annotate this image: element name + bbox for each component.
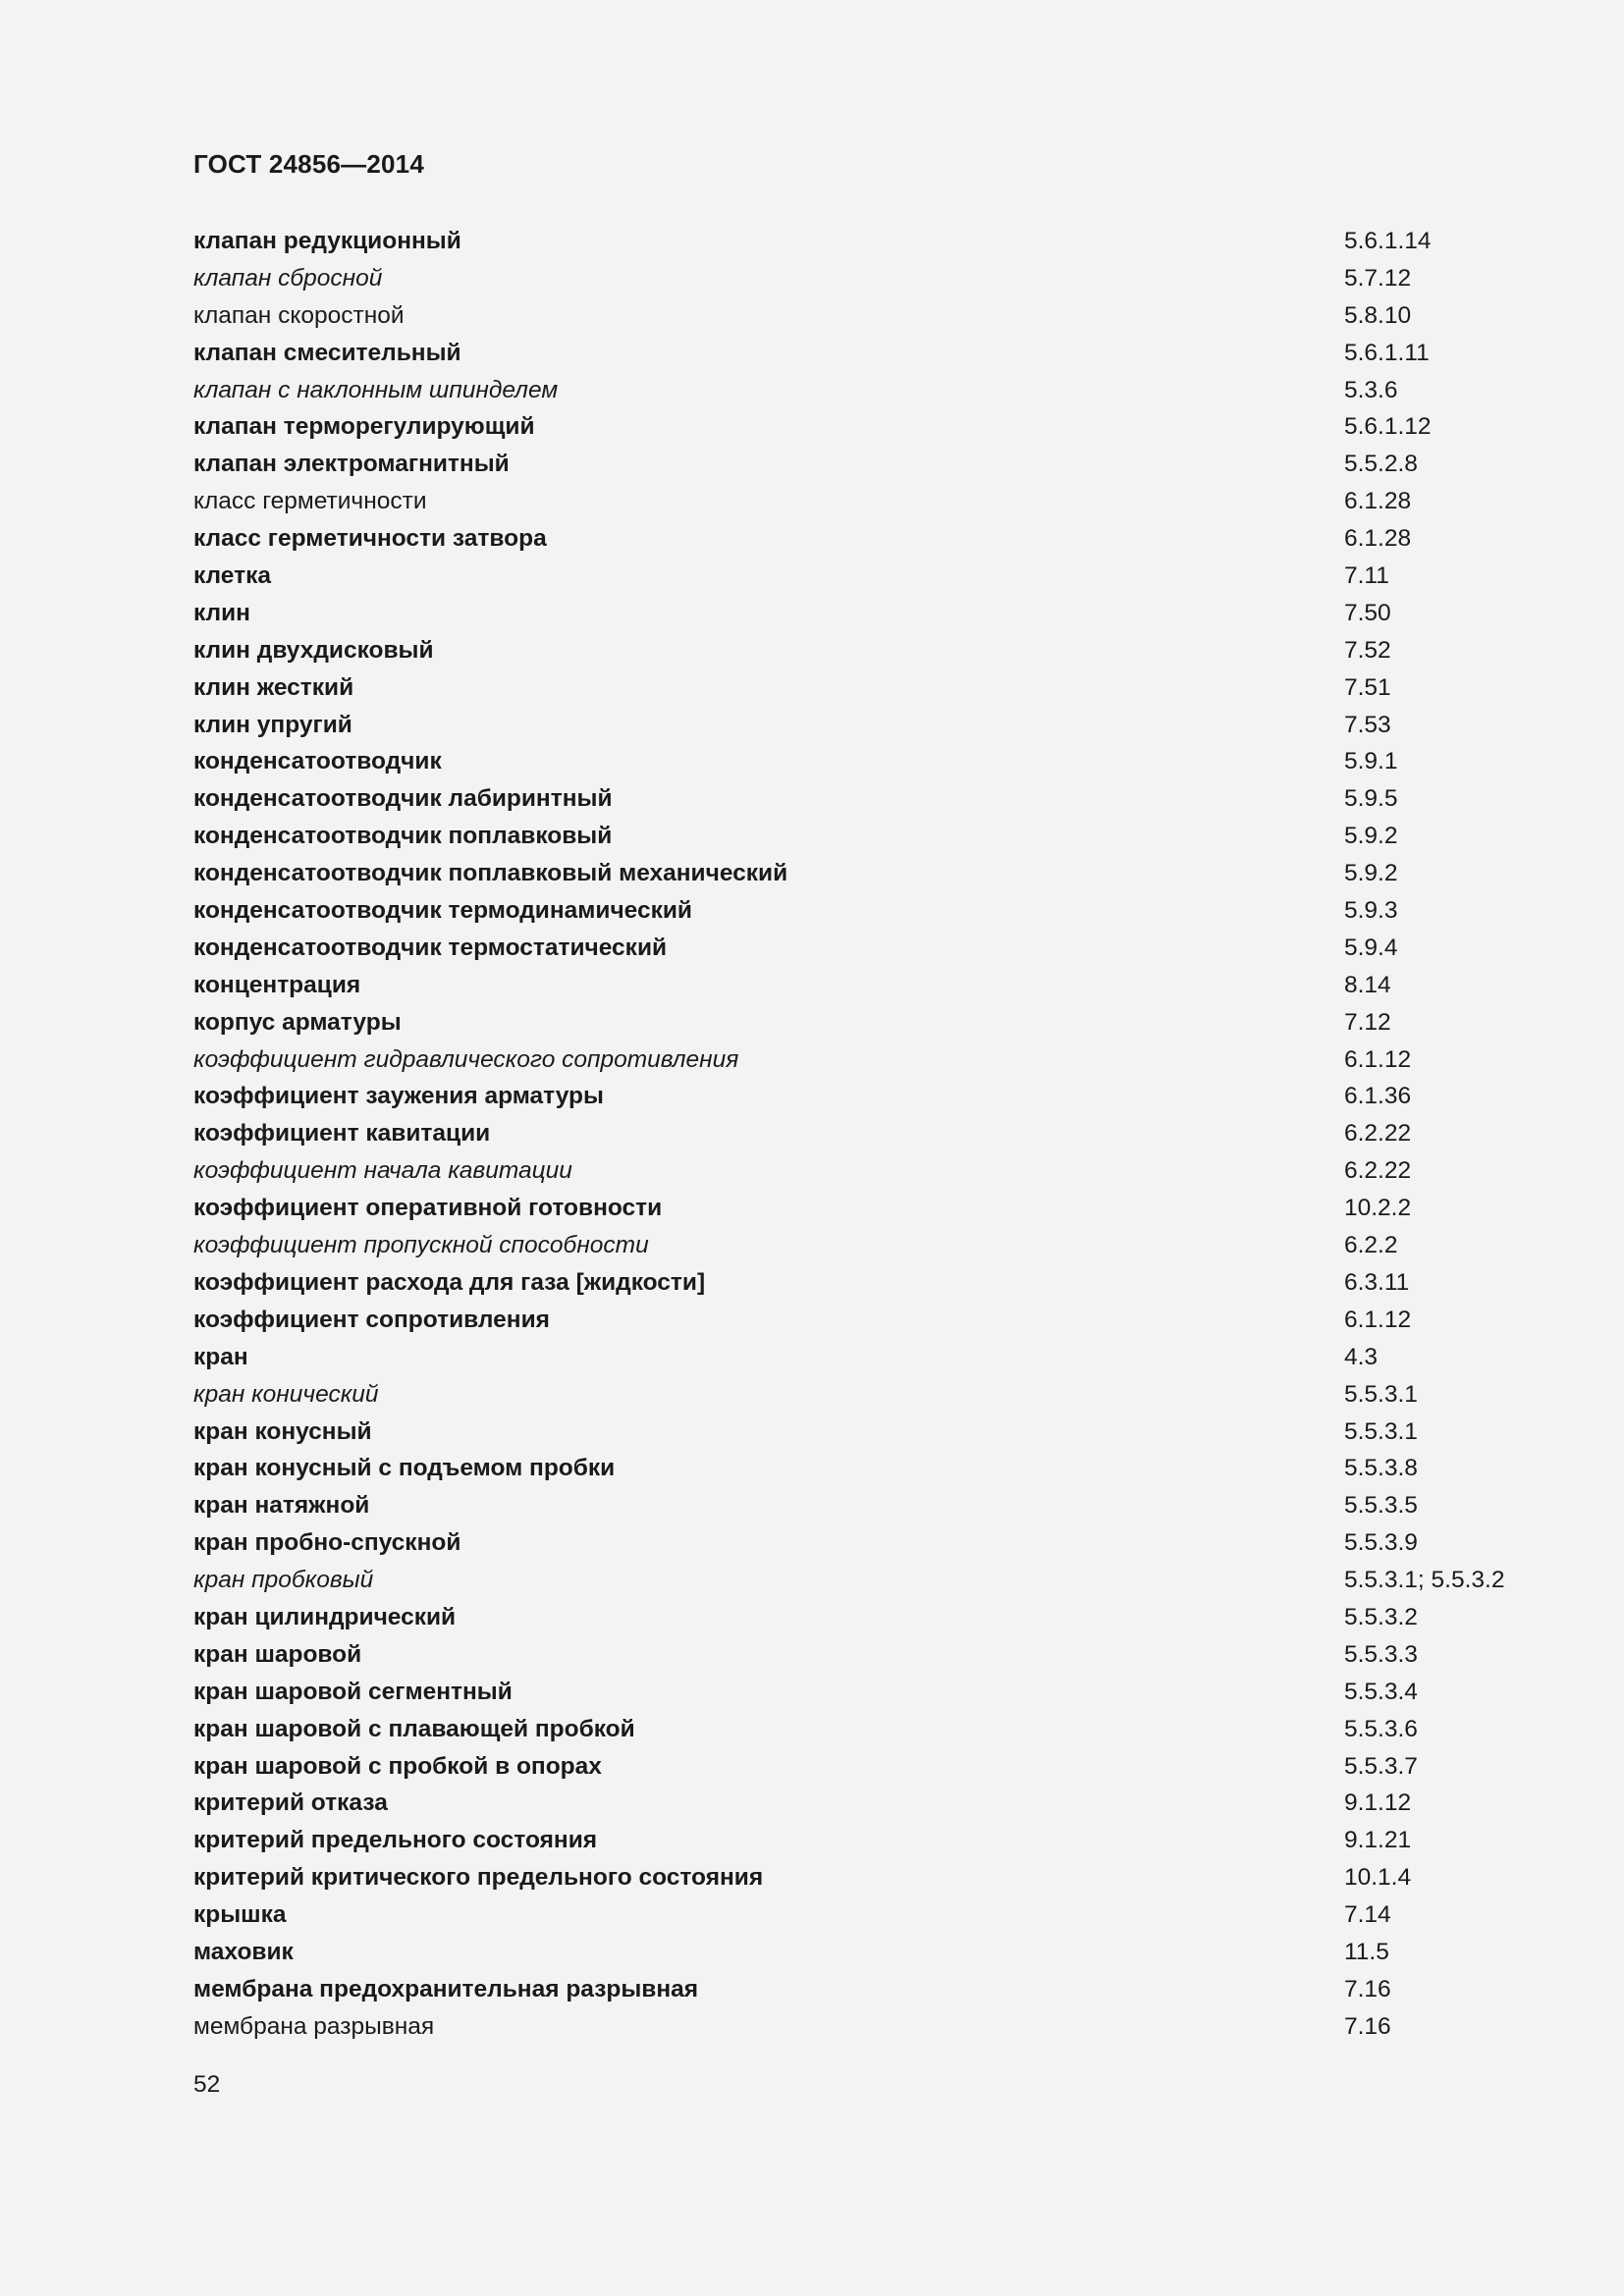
index-reference: 6.2.2 (1344, 1232, 1398, 1259)
index-entry (193, 632, 1529, 669)
index-entry (193, 1041, 1529, 1079)
index-reference: 7.16 (1344, 1975, 1391, 2002)
index-reference: 5.5.3.6 (1344, 1715, 1418, 1742)
index-term: кран шаровой с плавающей пробкой (193, 1715, 635, 1742)
index-term: кран шаровой с пробкой в опорах (193, 1752, 602, 1780)
index-term: коэффициент сопротивления (193, 1306, 550, 1333)
index-term: клин упругий (193, 711, 352, 738)
index-reference: 6.3.11 (1344, 1268, 1410, 1296)
index-reference: 5.6.1.12 (1344, 413, 1432, 441)
alphabetical-index (193, 223, 1529, 2046)
index-entry (193, 1785, 1529, 1822)
index-term: клапан смесительный (193, 339, 461, 366)
index-entry (193, 780, 1529, 818)
index-entry (193, 1302, 1529, 1339)
index-reference: 5.5.3.2 (1344, 1603, 1418, 1630)
index-term: кран конический (193, 1380, 379, 1408)
index-entry (193, 1636, 1529, 1674)
index-entry (193, 1599, 1529, 1636)
index-entry (193, 1190, 1529, 1227)
index-term: кран (193, 1343, 248, 1370)
index-term: корпус арматуры (193, 1008, 402, 1036)
index-entry (193, 260, 1529, 297)
index-entry (193, 372, 1529, 409)
page-number: 52 (193, 2071, 221, 2098)
index-term: коэффициент гидравлического сопротивления (193, 1045, 739, 1073)
index-term: класс герметичности (193, 488, 427, 515)
index-term: концентрация (193, 971, 361, 998)
index-entry (193, 2008, 1529, 2046)
index-reference: 6.1.28 (1344, 488, 1412, 515)
index-term: маховик (193, 1938, 294, 1965)
index-reference: 5.9.1 (1344, 748, 1398, 775)
index-reference: 5.5.3.7 (1344, 1752, 1418, 1780)
index-term: критерий отказа (193, 1789, 388, 1817)
index-reference: 5.9.5 (1344, 785, 1398, 813)
index-reference: 5.5.3.8 (1344, 1455, 1418, 1482)
index-reference: 7.12 (1344, 1008, 1391, 1036)
index-reference: 5.5.3.9 (1344, 1529, 1418, 1557)
index-entry (193, 1078, 1529, 1115)
index-entry (193, 1748, 1529, 1786)
index-entry (193, 595, 1529, 632)
index-reference: 5.8.10 (1344, 301, 1412, 329)
index-entry (193, 967, 1529, 1004)
index-term: конденсатоотводчик поплавковый (193, 823, 613, 850)
index-reference: 5.3.6 (1344, 376, 1398, 403)
index-term: клапан терморегулирующий (193, 413, 535, 441)
index-term: кран пробковый (193, 1567, 374, 1594)
index-term: кран натяжной (193, 1492, 370, 1520)
index-reference: 5.7.12 (1344, 264, 1412, 292)
index-entry (193, 1562, 1529, 1599)
index-term: конденсатоотводчик поплавковый механический (193, 860, 788, 887)
index-entry (193, 483, 1529, 520)
index-entry (193, 297, 1529, 335)
index-term: коэффициент расхода для газа [жидкости] (193, 1268, 706, 1296)
index-reference: 9.1.12 (1344, 1789, 1412, 1817)
index-entry (193, 855, 1529, 892)
index-term: коэффициент пропускной способности (193, 1232, 649, 1259)
index-reference: 4.3 (1344, 1343, 1379, 1370)
index-entry (193, 1487, 1529, 1524)
index-term: клин (193, 599, 250, 626)
index-reference: 7.53 (1344, 711, 1391, 738)
index-reference: 10.2.2 (1344, 1195, 1412, 1222)
index-entry (193, 1450, 1529, 1487)
index-term: коэффициент начала кавитации (193, 1157, 572, 1185)
index-entry (193, 1859, 1529, 1896)
index-entry (193, 1264, 1529, 1302)
index-term: клетка (193, 562, 271, 590)
index-entry (193, 520, 1529, 558)
index-term: крышка (193, 1901, 287, 1929)
index-reference: 5.5.3.3 (1344, 1640, 1418, 1668)
index-term: кран шаровой сегментный (193, 1678, 513, 1705)
index-entry (193, 1711, 1529, 1748)
index-term: клапан сбросной (193, 264, 383, 292)
index-entry (193, 1115, 1529, 1152)
index-reference: 6.1.28 (1344, 525, 1412, 553)
index-entry (193, 818, 1529, 855)
index-reference: 5.9.2 (1344, 823, 1398, 850)
index-reference: 5.5.2.8 (1344, 451, 1418, 478)
index-reference: 6.1.12 (1344, 1306, 1412, 1333)
index-term: класс герметичности затвора (193, 525, 547, 553)
index-term: критерий критического предельного состояния (193, 1864, 764, 1892)
index-term: клин жесткий (193, 673, 354, 701)
index-reference: 5.6.1.14 (1344, 228, 1432, 254)
index-term: критерий предельного состояния (193, 1827, 598, 1854)
index-reference: 5.9.3 (1344, 897, 1398, 925)
index-term: клапан скоростной (193, 301, 405, 329)
index-entry (193, 1524, 1529, 1562)
index-entry (193, 1674, 1529, 1711)
index-reference: 7.51 (1344, 673, 1391, 701)
index-term: клин двухдисковый (193, 636, 434, 664)
index-reference: 7.11 (1344, 562, 1389, 590)
index-entry (193, 707, 1529, 744)
index-reference: 7.52 (1344, 636, 1391, 664)
index-term: кран конусный с подъемом пробки (193, 1455, 616, 1482)
index-entry (193, 1822, 1529, 1859)
index-reference: 6.1.36 (1344, 1083, 1412, 1110)
index-entry (193, 1971, 1529, 2008)
index-term: кран конусный (193, 1417, 372, 1445)
index-entry (193, 669, 1529, 707)
index-reference: 7.50 (1344, 599, 1391, 626)
index-entry (193, 1152, 1529, 1190)
document-header: ГОСТ 24856—2014 (193, 149, 424, 179)
index-entry (193, 446, 1529, 483)
index-entry (193, 1934, 1529, 1971)
index-term: клапан электромагнитный (193, 451, 510, 478)
index-reference: 5.5.3.1; 5.5.3.2 (1344, 1567, 1505, 1594)
index-term: кран пробно-спускной (193, 1529, 461, 1557)
index-reference: 6.2.22 (1344, 1120, 1412, 1148)
index-reference: 6.2.22 (1344, 1157, 1412, 1185)
index-term: клапан с наклонным шпинделем (193, 376, 559, 403)
index-entry (193, 223, 1529, 260)
index-entry (193, 743, 1529, 780)
index-entry (193, 1896, 1529, 1934)
index-reference: 7.16 (1344, 2012, 1391, 2040)
index-reference: 5.5.3.5 (1344, 1492, 1418, 1520)
index-reference: 11.5 (1344, 1938, 1389, 1965)
index-entry (193, 1227, 1529, 1264)
index-reference: 7.14 (1344, 1901, 1391, 1929)
index-entry (193, 1004, 1529, 1041)
index-term: конденсатоотводчик термостатический (193, 934, 668, 961)
index-term: коэффициент кавитации (193, 1120, 491, 1148)
index-entry (193, 408, 1529, 446)
index-reference: 5.9.2 (1344, 860, 1398, 887)
index-reference: 5.6.1.11 (1344, 339, 1430, 366)
index-entry (193, 892, 1529, 930)
index-reference: 10.1.4 (1344, 1864, 1412, 1892)
index-entry (193, 1414, 1529, 1451)
index-term: клапан редукционный (193, 228, 461, 254)
index-term: мембрана предохранительная разрывная (193, 1975, 699, 2002)
index-term: коэффициент заужения арматуры (193, 1083, 604, 1110)
index-reference: 5.5.3.1 (1344, 1380, 1418, 1408)
index-entry (193, 1339, 1529, 1376)
index-entry (193, 930, 1529, 967)
index-term: кран шаровой (193, 1640, 362, 1668)
index-term: коэффициент оперативной готовности (193, 1195, 663, 1222)
index-entry (193, 335, 1529, 372)
index-term: мембрана разрывная (193, 2012, 435, 2040)
index-reference: 8.14 (1344, 971, 1391, 998)
index-term: конденсатоотводчик термодинамический (193, 897, 692, 925)
index-term: конденсатоотводчик лабиринтный (193, 785, 613, 813)
index-reference: 9.1.21 (1344, 1827, 1412, 1854)
index-term: кран цилиндрический (193, 1603, 457, 1630)
index-entry (193, 1376, 1529, 1414)
index-entry (193, 558, 1529, 595)
index-reference: 5.5.3.4 (1344, 1678, 1418, 1705)
index-reference: 5.9.4 (1344, 934, 1398, 961)
index-reference: 5.5.3.1 (1344, 1417, 1418, 1445)
index-term: конденсатоотводчик (193, 748, 442, 775)
index-reference: 6.1.12 (1344, 1045, 1412, 1073)
